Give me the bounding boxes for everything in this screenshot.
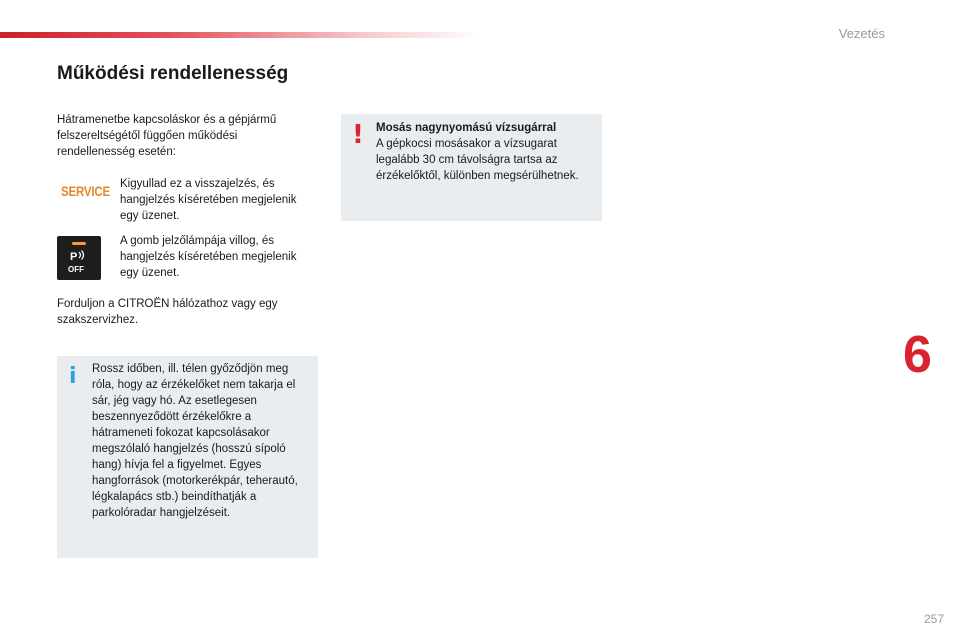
warning-icon: ! bbox=[352, 120, 364, 150]
chapter-number: 6 bbox=[903, 326, 932, 384]
info-box bbox=[57, 356, 318, 558]
parking-letter: P bbox=[70, 251, 78, 263]
section-label: Vezetés bbox=[838, 26, 885, 41]
indicator-lamp bbox=[72, 242, 86, 245]
warning-box bbox=[341, 114, 602, 221]
service-warning-icon: SERVICE bbox=[61, 183, 111, 199]
info-text: Rossz időben, ill. télen győződjön meg róla, hogy az érzékelőket nem takarja el sár, jég vagy hó. Az esetlegesen beszennyeződött érzékelőkre a hátrameneti fokozat kapcsolásakor megszólaló hangjelzés (hosszú sípoló hang) hívja fel a figyelmet. Egyes hangforrások (motorkerékpár, teherautó, légkalapács stb.) beindíthatják a parkolóradar hangjelzéseit. bbox=[92, 363, 298, 519]
off-label: OFF bbox=[68, 265, 84, 274]
warning-text: A gépkocsi mosásakor a vízsugarat legalább 30 cm távolságra tartsa az érzékelőktől, különben megsérülhetnek. bbox=[376, 138, 579, 182]
header-accent-bar bbox=[0, 32, 480, 38]
warning-title: Mosás nagynyomású vízsugárral bbox=[376, 122, 557, 134]
page-number: 257 bbox=[923, 612, 944, 626]
parking-sensor-glyph bbox=[67, 249, 91, 275]
service-description: Kigyullad ez a visszajelzés, és hangjelzés kíséretében megjelenik egy üzenet. bbox=[120, 178, 297, 222]
page-title: Működési rendellenesség bbox=[57, 63, 289, 84]
info-icon: i bbox=[69, 364, 77, 389]
park-button-description: A gomb jelzőlámpája villog, és hangjelzés kíséretében megjelenik egy üzenet. bbox=[120, 235, 297, 279]
parking-sensor-off-icon bbox=[57, 236, 101, 280]
intro-paragraph: Hátramenetbe kapcsoláskor és a gépjármű felszereltségétől függően működési rendellenesség esetén: bbox=[57, 114, 277, 158]
network-paragraph: Forduljon a CITROËN hálózathoz vagy egy szakszervizhez. bbox=[57, 298, 278, 326]
